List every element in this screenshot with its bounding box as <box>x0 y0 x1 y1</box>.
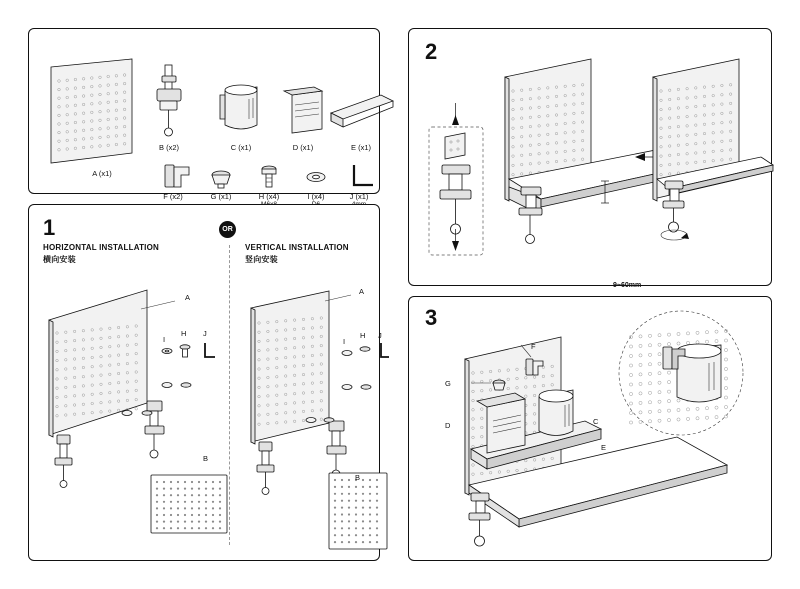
step2-dimension-label: 9~60mm <box>613 282 642 289</box>
step3-callout-C: C <box>593 417 599 426</box>
part-icon-desk-clamp <box>157 65 181 136</box>
exploded-clamp <box>440 103 471 251</box>
part-icon-allen-key <box>354 165 373 185</box>
step1-left-diagram <box>49 290 227 533</box>
part-icon-pen-basket <box>284 87 322 133</box>
part-label-I: I (x4) <box>307 192 325 201</box>
part-label-D: D (x1) <box>292 143 314 152</box>
step2-illustration <box>409 29 773 287</box>
part-label-H: H (x4) <box>258 192 280 201</box>
step1-illustration <box>29 205 381 562</box>
step1-right-callout-H: H <box>360 331 366 340</box>
part-icon-hook <box>165 165 189 187</box>
part-icon-screw <box>262 166 276 187</box>
or-badge: OR <box>219 221 236 238</box>
step1-right-callout-I: I <box>343 337 346 346</box>
step2-after-scene <box>653 59 773 240</box>
step1-panel <box>28 204 380 561</box>
step1-number: 1 <box>43 215 56 240</box>
part-label-G: G (x1) <box>210 192 232 201</box>
step1-left-callout-J: J <box>203 329 207 338</box>
step1-left-callout-B: B <box>203 454 209 463</box>
step3-callout-G: G <box>445 379 451 388</box>
step1-right-callout-A: A <box>359 287 365 296</box>
parts-panel <box>28 28 380 201</box>
step1-left-callout-A: A <box>185 293 191 302</box>
step3-callout-D: D <box>445 421 451 430</box>
part-icon-washer <box>307 173 325 182</box>
step1-right-title: VERTICAL INSTALLATION 竖向安装 <box>245 243 349 264</box>
part-icon-pegboard-panel <box>51 59 132 163</box>
step2-panel <box>408 28 772 289</box>
part-icon-cup-holder <box>220 85 257 129</box>
step1-right-diagram <box>251 291 389 549</box>
step1-right-callout-J: J <box>378 331 382 340</box>
step1-right-callout-B: B <box>355 473 361 482</box>
step3-illustration <box>409 297 773 562</box>
part-label-F: F (x2) <box>163 192 183 201</box>
step1-left-title: HORIZONTAL INSTALLATION 横向安装 <box>43 243 159 264</box>
step3-callout-F: F <box>531 342 536 351</box>
part-label-J: J (x1) <box>349 192 369 201</box>
step3-number: 3 <box>425 305 438 330</box>
part-label-B: B (x2) <box>158 143 179 152</box>
step1-left-callout-H: H <box>181 329 187 338</box>
step3-panel <box>408 296 772 561</box>
part-icon-knob-nut <box>212 171 230 188</box>
step3-callout-E: E <box>601 443 607 452</box>
part-label-C: C (x1) <box>230 143 252 152</box>
step1-left-callout-I: I <box>163 335 166 344</box>
part-icon-shelf-tray <box>331 95 393 127</box>
step2-number: 2 <box>425 39 438 64</box>
part-label-A: A (x1) <box>92 169 112 178</box>
part-label-E: E (x1) <box>350 143 371 152</box>
